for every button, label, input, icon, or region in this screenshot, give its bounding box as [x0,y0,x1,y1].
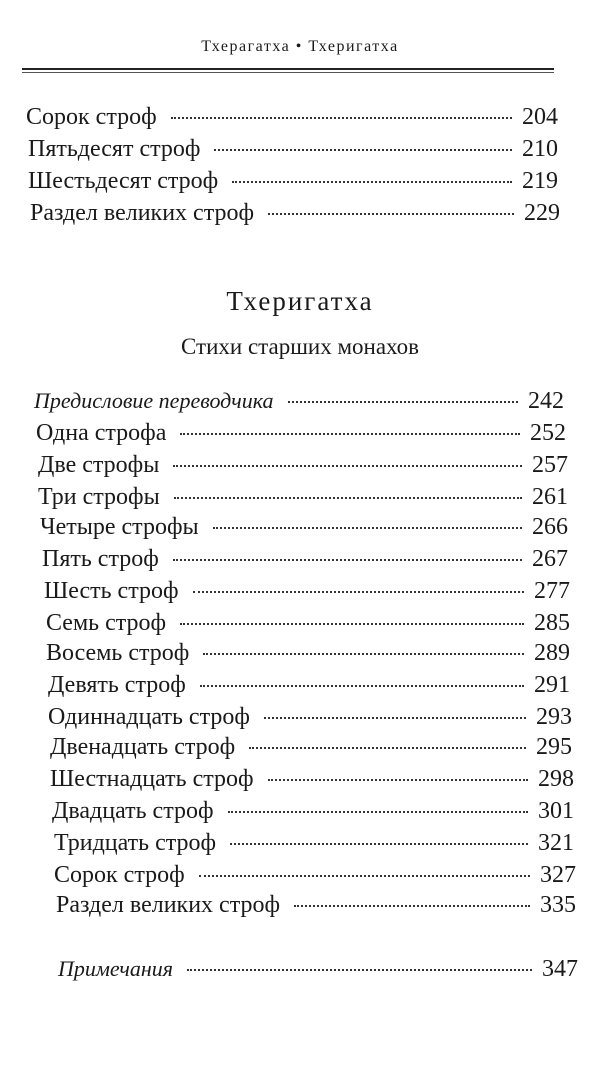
dot-leader [264,717,526,719]
toc-entry[interactable] [46,640,570,672]
toc-entry-title: Шестьдесят строф [28,168,219,194]
toc-entry-title: Шесть строф [44,578,179,604]
toc-entry[interactable] [54,862,576,894]
toc-entry-title: Восемь строф [46,640,190,666]
toc-entry-notes[interactable] [58,956,578,988]
toc-entry-title: Пять строф [42,546,159,572]
toc-entry-page: 229 [524,200,560,226]
dot-leader [228,811,528,813]
toc-entry-page: 261 [532,484,568,510]
dot-leader [288,401,518,403]
toc-entry-title: Две строфы [38,452,160,478]
toc-entry-title: Предисловие переводчика [34,388,274,413]
toc-entry[interactable] [44,578,570,610]
toc-entry-page: 298 [538,766,574,792]
toc-entry-page: 210 [522,136,558,162]
dot-leader [268,213,514,215]
dot-leader [187,969,532,971]
toc-entry[interactable] [28,136,558,168]
toc-entry-title: Пятьдесят строф [28,136,201,162]
toc-entry[interactable] [48,704,572,736]
toc-entry-title: Сорок строф [26,104,157,130]
dot-leader [173,465,522,467]
toc-entry-page: 321 [538,830,574,856]
toc-entry-page: 204 [522,104,558,130]
toc-entry[interactable] [38,452,568,484]
toc-entry-title: Двенадцать строф [50,734,236,760]
toc-entry[interactable] [26,104,558,136]
toc-entry[interactable] [36,420,566,452]
toc-entry[interactable] [50,766,574,798]
toc-entry-page: 347 [542,956,578,982]
toc-entry[interactable] [56,892,576,924]
toc-entry[interactable] [50,734,572,766]
toc-entry-page: 257 [532,452,568,478]
dot-leader [249,747,526,749]
dot-leader [171,117,512,119]
toc-entry-page: 242 [528,388,564,414]
dot-leader [180,623,524,625]
dot-leader [174,497,522,499]
dot-leader [199,875,530,877]
toc-entry-page: 219 [522,168,558,194]
toc-entry-page: 266 [532,514,568,540]
toc-entry-page: 335 [540,892,576,918]
dot-leader [200,685,524,687]
toc-entry-title: Четыре строфы [40,514,199,540]
toc-entry-title: Двадцать строф [52,798,214,824]
toc-entry[interactable] [48,672,570,704]
header-rule [22,68,554,70]
toc-entry-page: 277 [534,578,570,604]
running-head: Тхерагатха • Тхеригатха [201,38,399,55]
toc-entry-page: 252 [530,420,566,446]
toc-entry-title: Одна строфа [36,420,167,446]
toc-entry[interactable] [46,610,570,642]
dot-leader [230,843,528,845]
toc-entry-title: Одиннадцать строф [48,704,250,730]
toc-entry-page: 295 [536,734,572,760]
dot-leader [213,527,522,529]
dot-leader [294,905,530,907]
toc-entry[interactable] [30,200,560,232]
toc-entry[interactable] [40,514,568,546]
section-title: Тхеригатха [226,286,374,316]
toc-entry[interactable] [28,168,558,200]
dot-leader [173,559,522,561]
dot-leader [180,433,520,435]
toc-entry[interactable] [42,546,568,578]
toc-entry-title: Шестнадцать строф [50,766,254,792]
toc-entry[interactable] [52,798,574,830]
toc-entry-title: Сорок строф [54,862,185,888]
toc-entry-foreword[interactable] [34,388,564,420]
toc-entry-page: 289 [534,640,570,666]
toc-entry-page: 285 [534,610,570,636]
dot-leader [203,653,524,655]
toc-entry-page: 291 [534,672,570,698]
toc-entry-title: Раздел великих строф [56,892,281,918]
dot-leader [193,591,524,593]
toc-entry-page: 293 [536,704,572,730]
section-subtitle: Стихи старших монахов [180,334,420,359]
toc-entry-page: 267 [532,546,568,572]
toc-entry-title: Тридцать строф [54,830,217,856]
dot-leader [232,181,512,183]
toc-entry-title: Три строфы [38,484,160,510]
toc-entry[interactable] [54,830,574,862]
dot-leader [268,779,528,781]
toc-entry-title: Раздел великих строф [30,200,255,226]
toc-entry-page: 301 [538,798,574,824]
toc-entry-page: 327 [540,862,576,888]
toc-entry[interactable] [38,484,568,516]
dot-leader [214,149,512,151]
toc-entry-title: Семь строф [46,610,167,636]
toc-entry-title: Примечания [58,956,174,981]
toc-entry-title: Девять строф [48,672,186,698]
